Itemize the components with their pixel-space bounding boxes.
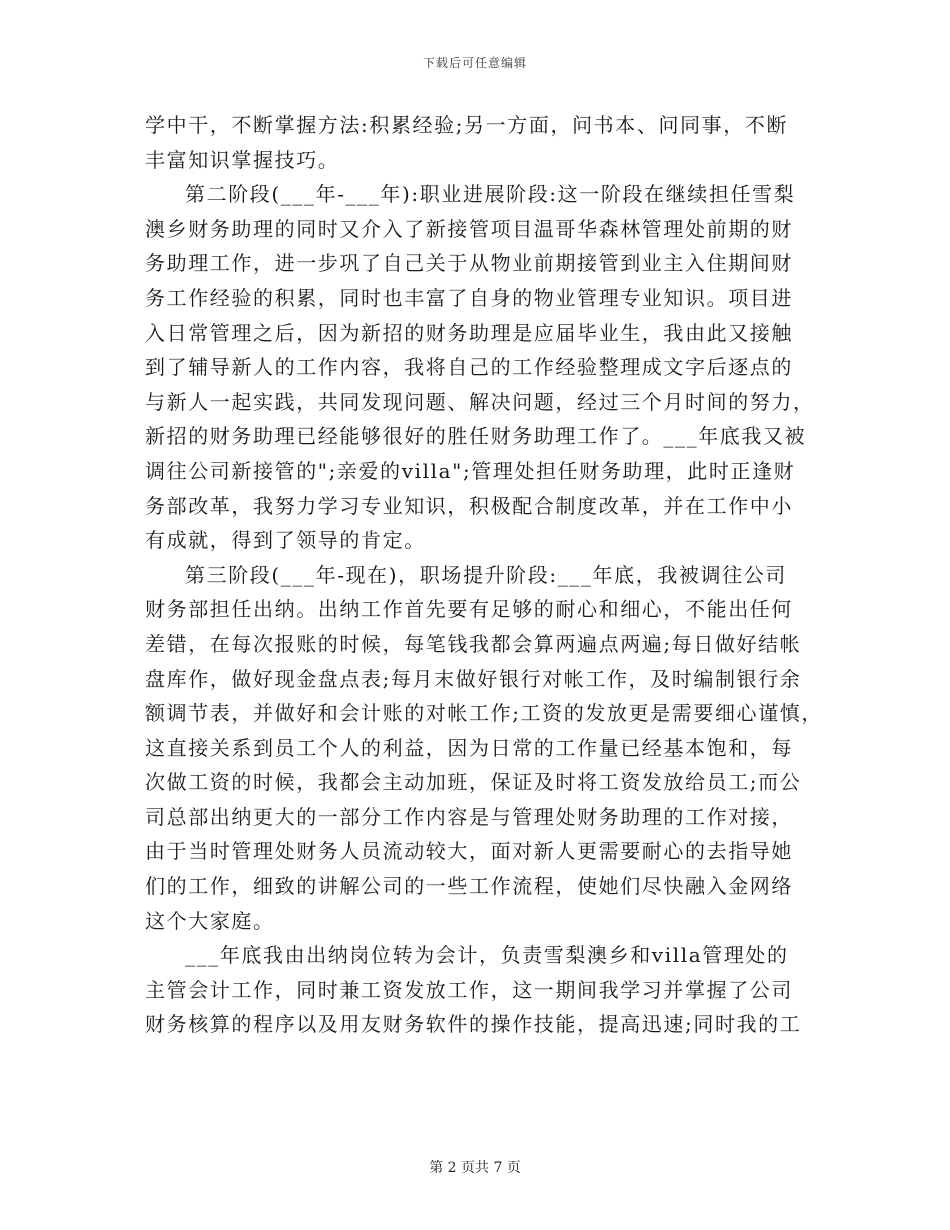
text-line: 与新人一起实践，共同发现问题、解决问题，经过三个月时间的努力， (145, 389, 815, 414)
text-line: 学中干，不断掌握方法:积累经验;另一方面，问书本、问同事，不断 (145, 113, 789, 137)
text-line: 盘库作，做好现金盘点表;每月末做好银行对帐工作，及时编制银行余 (145, 666, 802, 691)
text-line: 们的工作，细致的讲解公司的一些工作流程，使她们尽快融入金网络 (145, 874, 793, 899)
text-line: 有成就，得到了领导的肯定。 (145, 528, 426, 553)
text-line: 调往公司新接管的";亲爱的villa";管理处担任财务助理，此时正逢财 (145, 458, 796, 483)
text-line: 司总部出纳更大的一部分工作内容是与管理处财务助理的工作对接， (145, 804, 793, 829)
text-line: 主管会计工作，同时兼工资发放工作，这一期间我学习并掌握了公司 (145, 977, 793, 1002)
page-footer: 第 2 页共 7 页 (429, 1160, 521, 1176)
text-line: 这个大家庭。 (145, 908, 275, 933)
text-line: 额调节表，并做好和会计账的对帐工作;工资的发放更是需要细心谨慎， (145, 701, 823, 726)
text-line: 财务核算的程序以及用友财务软件的操作技能，提高迅速;同时我的工 (145, 1012, 802, 1037)
text-line: 第二阶段(___年-___年):职业进展阶段:这一阶段在继续担任雪梨 (185, 182, 796, 207)
text-line: ___年底我由出纳岗位转为会计，负责雪梨澳乡和villa管理处的 (185, 943, 789, 968)
text-line: 务助理工作，进一步巩了自己关于从物业前期接管到业主入住期间财 (145, 251, 793, 276)
text-line: 丰富知识掌握技巧。 (145, 147, 340, 172)
text-line: 这直接关系到员工个人的利益，因为日常的工作量已经基本饱和，每 (145, 735, 793, 760)
text-line: 新招的财务助理已经能够很好的胜任财务助理工作了。___年底我又被 (145, 424, 807, 449)
document-body (145, 108, 825, 1042)
text-line: 由于当时管理处财务人员流动较大，面对新人更需要耐心的去指导她 (145, 839, 793, 864)
text-line: 到了辅导新人的工作内容，我将自己的工作经验整理成文字后逐点的 (145, 355, 793, 380)
text-line: 财务部担任出纳。出纳工作首先要有足够的耐心和细心，不能出任何 (145, 597, 793, 622)
text-line: 次做工资的时候，我都会主动加班，保证及时将工资发放给员工;而公 (145, 770, 802, 795)
text-line: 第三阶段(___年-现在)，职场提升阶段:___年底，我被调往公司 (185, 562, 787, 587)
text-line: 入日常管理之后，因为新招的财务助理是应届毕业生，我由此又接触 (145, 320, 793, 345)
text-line: 澳乡财务助理的同时又介入了新接管项目温哥华森林管理处前期的财 (145, 216, 793, 241)
text-line: 务工作经验的积累，同时也丰富了自身的物业管理专业知识。项目进 (145, 285, 793, 310)
text-line: 差错，在每次报账的时候，每笔钱我都会算两遍点两遍;每日做好结帐 (145, 631, 802, 656)
text-line: 务部改革，我努力学习专业知识，积极配合制度改革，并在工作中小 (145, 493, 793, 518)
page-header: 下载后可任意编辑 (422, 56, 527, 70)
